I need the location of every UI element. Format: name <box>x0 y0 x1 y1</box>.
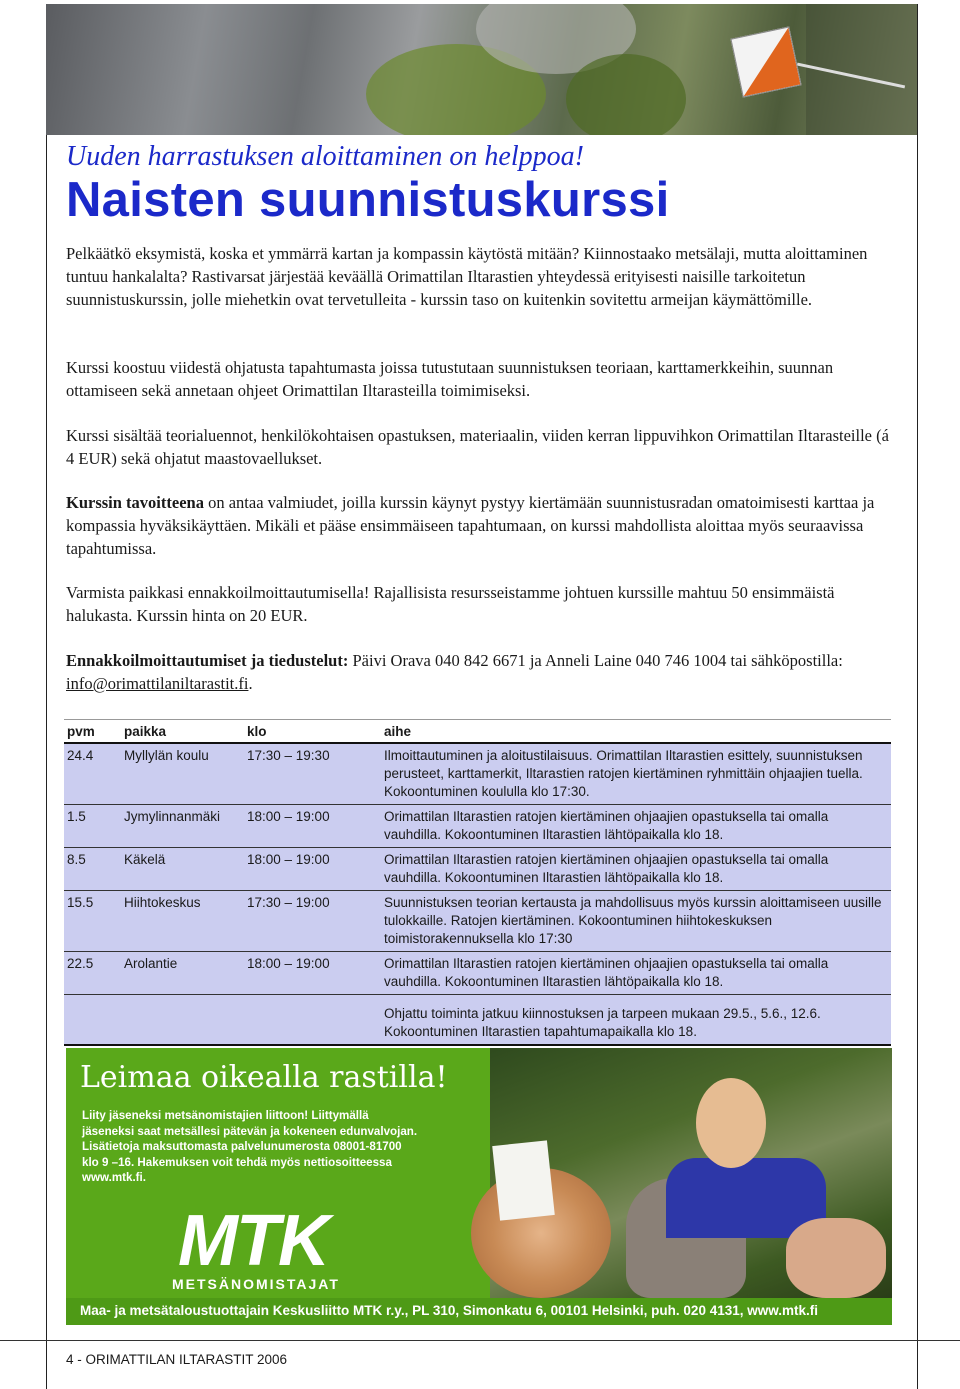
mtk-logo: MTK <box>178 1201 328 1281</box>
ad-footer-text: Maa- ja metsätaloustuottajain Keskusliitto MTK r.y., PL 310, Simonkatu 6, 00101 Helsinki, puh. 020 4131, www.mtk.fi <box>80 1303 818 1318</box>
orienteering-flag-icon <box>730 26 801 97</box>
boy-image <box>696 1078 766 1168</box>
goal-heading: Kurssin tavoitteena <box>66 493 204 512</box>
column-header-klo: klo <box>244 720 381 744</box>
column-header-aihe: aihe <box>381 720 891 744</box>
intro-text-1: Pelkäätkö eksymistä, koska et ymmärrä kartan ja kompassin käytöstä mitään? Kiinnostaako metsälaji, mutta aloittaminen tuntuu hankalalta? Rastivarsat järjestää keväällä Orimattilan Iltarastien yhteydessä erityisesti naisille tarkoitetun suunnistuskurssin, jolle miehetkin ovat tervetulleita - kurssin taso on kuitenkin sovitettu armeijan käymättömille. <box>66 244 868 309</box>
column-header-paikka: paikka <box>121 720 244 744</box>
schedule-table <box>64 719 891 1046</box>
table-row: 24.4 Myllylän koulu 17:30 – 19:30 Ilmoittautuminen ja aloitustilaisuus. Orimattilan Iltarastien esittely, suunnistuksen perusteet, karttamerkit, Iltarastien ratojen kiertäminen ryhmittäin ohjaajien tuella. Kokoontuminen koululla klo 17:30. <box>64 743 891 805</box>
contact-text: Päivi Orava 040 842 6671 ja Anneli Laine 040 746 1004 tai sähköpostilla: <box>348 651 843 670</box>
article-title: Naisten suunnistuskurssi <box>66 173 670 227</box>
intro-paragraph-1 <box>66 242 896 311</box>
column-header-pvm: pvm <box>64 720 121 744</box>
contact-heading: Ennakkoilmoittautumiset ja tiedustelut: <box>66 651 349 670</box>
hero-photo <box>46 4 917 135</box>
table-row: 8.5 Käkelä 18:00 – 19:00 Orimattilan Iltarastien ratojen kiertäminen ohjaajien opastuksella tai omalla vauhdilla. Kokoontuminen Iltarastien lähtöpaikalla klo 18. <box>64 848 891 891</box>
email-link[interactable]: info@orimattilaniltarastit.fi <box>66 674 249 693</box>
intro-paragraph-2 <box>66 356 896 402</box>
article-subtitle: Uuden harrastuksen aloittaminen on helppoa! <box>66 141 584 172</box>
intro-text-2: Kurssi koostuu viidestä ohjatusta tapahtumasta joissa tutustutaan suunnistuksen teoriaan, karttamerkkeihin, suunnan ottamiseen sekä annetaan ohjeet Orimattilan Iltarasteilla toimimiseksi. <box>66 358 834 400</box>
table-row: 22.5 Arolantie 18:00 – 19:00 Orimattilan Iltarastien ratojen kiertäminen ohjaajien opastuksella tai omalla vauhdilla. Kokoontuminen Iltarastien lähtöpaikalla klo 18. <box>64 952 891 995</box>
intro-paragraph-3 <box>66 424 896 470</box>
intro-paragraph-5 <box>66 581 896 627</box>
page-footer: 4 - ORIMATTILAN ILTARASTIT 2006 <box>66 1352 288 1367</box>
footer-divider <box>0 1340 960 1341</box>
ad-footer <box>66 1298 892 1325</box>
intro-paragraph-4 <box>66 491 896 560</box>
table-row: Ohjattu toiminta jatkuu kiinnostuksen ja tarpeen mukaan 29.5., 5.6., 12.6. Kokoontuminen Iltarastien tapahtumapaikalla klo 18. <box>64 995 891 1046</box>
goal-text: on antaa valmiudet, joilla kurssin käynyt pystyy kiertämään suunnistusradan omatoimisesti karttaa ja kompassia hyväksikäyttäen. Mikäli et pääse ensimmäiseen tapahtumaan, on kurssi mahdollista aloittaa myös seuraavissa tapahtumissa. <box>66 493 875 558</box>
ad-headline: Leimaa oikealla rastilla! <box>80 1060 448 1095</box>
mtk-logo-subtitle: METSÄNOMISTAJAT <box>172 1276 340 1292</box>
table-header-row <box>64 720 891 744</box>
mtk-advertisement <box>66 1048 892 1325</box>
membership-card-image <box>492 1140 555 1220</box>
contact-paragraph: Ennakkoilmoittautumiset ja tiedustelut: Päivi Orava 040 842 6671 ja Anneli Laine 040 746 1004 tai sähköpostilla: info@orimattilaniltarastit.fi. <box>66 651 843 693</box>
table-row: 15.5 Hiihtokeskus 17:30 – 19:00 Suunnistuksen teorian kertausta ja mahdollisuus myös kurssin aloittamiseen uusille tulokkaille. Ratojen kiertäminen. Kokoontuminen hiihtokeskuksen toimistorakennuksella klo 17:30 <box>64 891 891 952</box>
table-row: 1.5 Jymylinnanmäki 18:00 – 19:00 Orimattilan Iltarastien ratojen kiertäminen ohjaajien opastuksella tai omalla vauhdilla. Kokoontuminen Iltarastien lähtöpaikalla klo 18. <box>64 805 891 848</box>
intro-text-3: Kurssi sisältää teorialuennot, henkilökohtaisen opastuksen, materiaalin, viiden kerran lippuvihkon Orimattilan Iltarasteille (á 4 EUR) sekä ohjatut maastovaellukset. <box>66 426 889 468</box>
ad-body-text: Liity jäseneksi metsänomistajien liittoon! Liittymällä jäseneksi saat metsällesi pätevän ja kokeneen edunvalvojan. Lisätietoja maksuttomasta palvelunumerosta 08001-81700 klo 9 –16. Hakemuksen voit tehdä myös nettiosoitteessa www.mtk.fi. <box>82 1109 418 1184</box>
intro-text-5: Varmista paikkasi ennakkoilmoittautumisella! Rajallisista resursseistamme johtuen kurssille mahtuu 50 ensimmäistä halukasta. Kurssin hinta on 20 EUR. <box>66 583 835 625</box>
seedling-hand-image <box>786 1218 886 1298</box>
